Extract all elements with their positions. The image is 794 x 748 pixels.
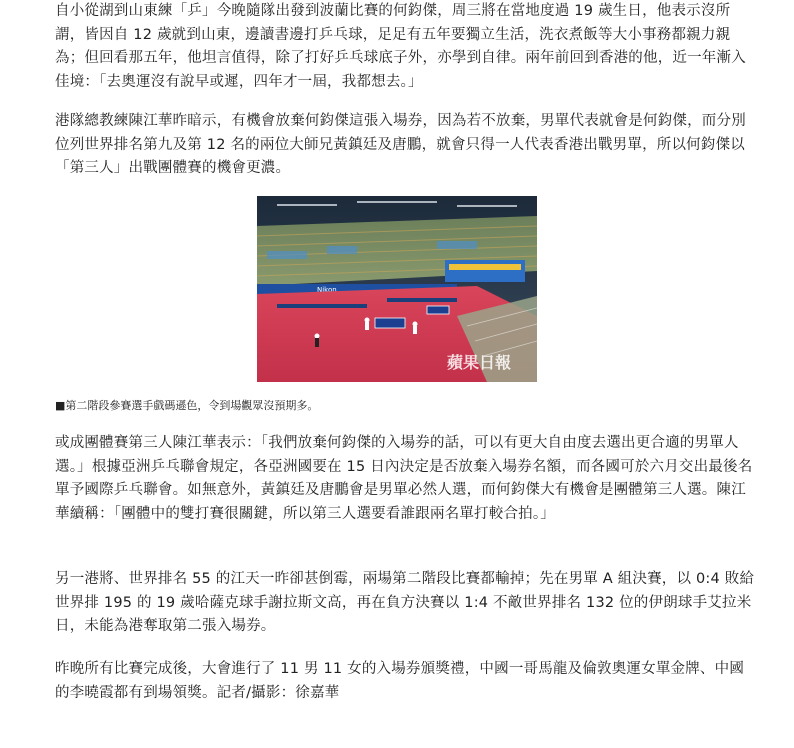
photo-caption: ■第二階段參賽選手戲碼遜色，令到場觀眾沒預期多。: [55, 399, 319, 412]
article-paragraph-4: 另一港將、世界排名 55 的江天一昨卻甚倒霉，兩場第二階段比賽都輸掉；先在男單 A 組決賽，以 0:4 敗給世界排 195 的 19 歲哈薩克球手謝拉斯文高，再在負方決賽以 1:4 不敵世界排名 132 位的伊朗球手艾拉米日，未能為港奪取第二張入場券。: [55, 571, 755, 634]
article-paragraph-1: 自小從湖到山東練「乒」今晚隨隊出發到波蘭比賽的何鈞傑，周三將在當地度過 19 歲生日，他表示沒所謂，皆因自 12 歲就到山東，邊讀書邊打乒乓球，足足有五年要獨立生活，洗衣煮飯等大小事務都親力親為；但回看那五年，他坦言值得，除了打好乒乓球底子外，亦學到自律。兩年前回到香港的他，近一年漸入佳境：「去奧運沒有說早或遲，四年才一屆，我都想去。」: [55, 3, 746, 90]
photo-banner-text: Nikon: [317, 286, 337, 294]
arena-photo-illustration: [257, 196, 537, 382]
article-photo: [257, 196, 537, 382]
photo-watermark: 蘋果日報: [447, 353, 512, 372]
article-paragraph-2: 港隊總教練陳江華昨暗示，有機會放棄何鈞傑這張入場券，因為若不放棄，男單代表就會是何鈞傑，而分別位列世界排名第九及第 12 名的兩位大師兄黃鎮廷及唐鵬，就會只得一人代表香港出戰男單，所以何鈞傑以「第三人」出戰團體賽的機會更濃。: [55, 113, 746, 176]
article-paragraph-5: 昨晚所有比賽完成後，大會進行了 11 男 11 女的入場券頒獎禮，中國一哥馬龍及倫敦奧運女單金牌、中國的李曉霞都有到場領獎。記者/攝影：徐嘉華: [55, 661, 745, 701]
article-paragraph-3: 或成團體賽第三人陳江華表示：「我們放棄何鈞傑的入場券的話，可以有更大自由度去選出更合適的男單人選。」根據亞洲乒乓聯會規定，各亞洲國要在 15 日內決定是否放棄入場券名額，而各國可於六月交出最後名單予國際乒乓聯會。如無意外，黃鎮廷及唐鵬會是男單必然人選，而何鈞傑大有機會是團體第三人選。陳江華續稱：「團體中的雙打賽很關鍵，所以第三人選要看誰跟兩名單打較合拍。」: [55, 435, 753, 522]
